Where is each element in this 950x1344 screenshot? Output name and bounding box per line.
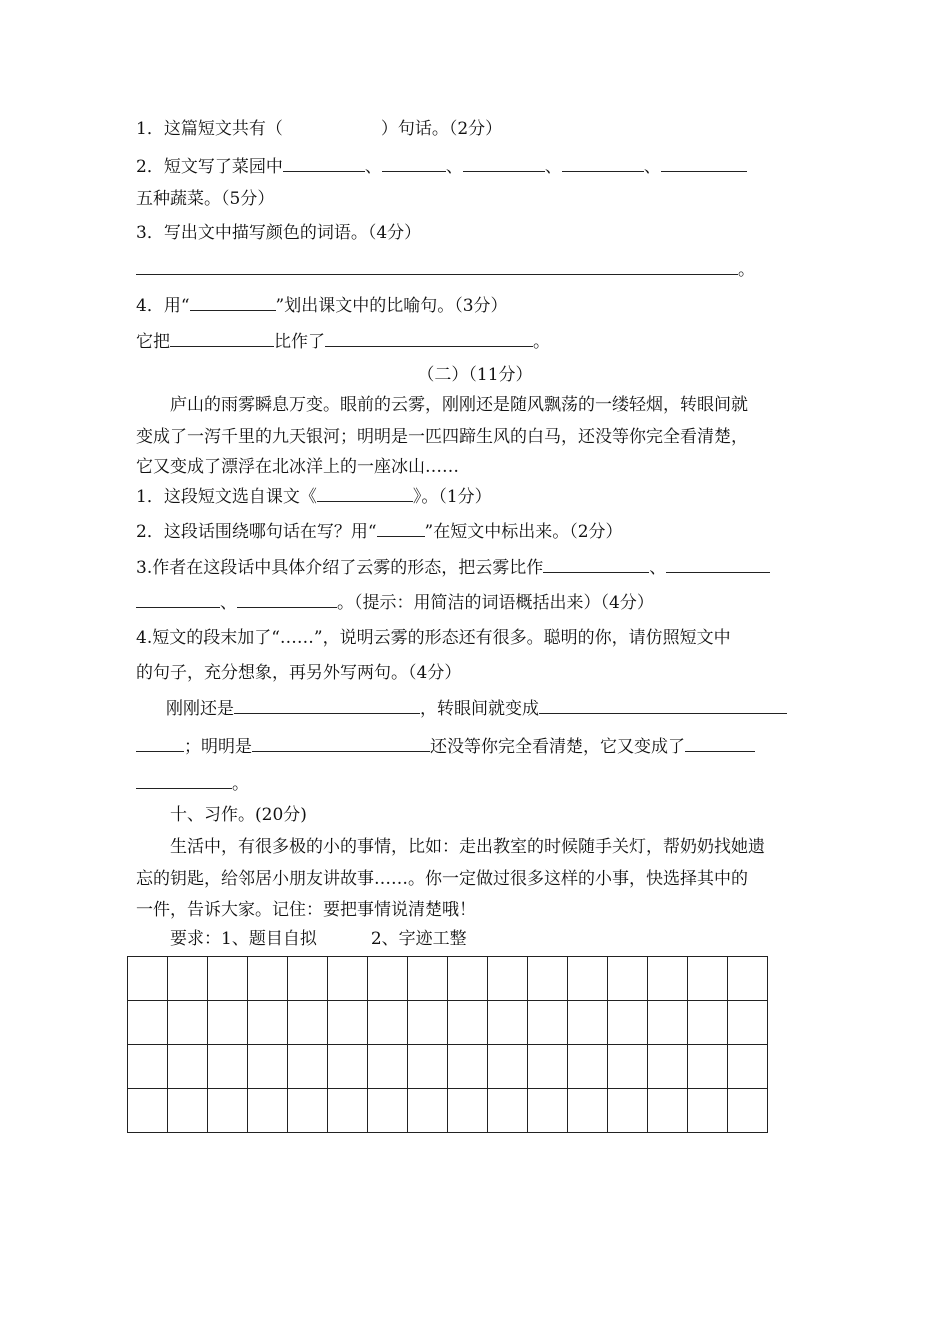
grid-cell[interactable] xyxy=(248,1001,288,1045)
grid-cell[interactable] xyxy=(688,1045,728,1089)
grid-cell[interactable] xyxy=(728,1089,768,1133)
period: 。 xyxy=(533,332,550,352)
grid-cell[interactable] xyxy=(368,1045,408,1089)
answer-blank[interactable] xyxy=(317,485,413,502)
grid-cell[interactable] xyxy=(568,1001,608,1045)
grid-cell[interactable] xyxy=(648,1001,688,1045)
section-2-heading: （二）（11分） xyxy=(417,365,533,385)
q1-4-text: 4．用“ xyxy=(136,296,190,316)
grid-cell[interactable] xyxy=(208,1089,248,1133)
grid-cell[interactable] xyxy=(488,1001,528,1045)
q1-2-line2: 五种蔬菜。（5分） xyxy=(136,189,275,209)
grid-cell[interactable] xyxy=(688,957,728,1001)
answer-blank[interactable] xyxy=(136,591,220,608)
answer-blank[interactable] xyxy=(325,330,533,347)
separator: 、 xyxy=(445,157,463,177)
answer-blank[interactable] xyxy=(685,735,755,752)
grid-cell[interactable] xyxy=(208,957,248,1001)
separator: 、 xyxy=(643,157,661,177)
answer-blank[interactable] xyxy=(136,772,232,789)
grid-cell[interactable] xyxy=(368,1089,408,1133)
grid-cell[interactable] xyxy=(168,1001,208,1045)
grid-cell[interactable] xyxy=(728,1001,768,1045)
grid-cell[interactable] xyxy=(408,957,448,1001)
answer-blank[interactable] xyxy=(237,591,337,608)
q1-4-l2a: 它把 xyxy=(136,332,170,352)
grid-cell[interactable] xyxy=(448,1001,488,1045)
grid-cell[interactable] xyxy=(528,1089,568,1133)
answer-blank[interactable] xyxy=(252,735,430,752)
grid-cell[interactable] xyxy=(608,1001,648,1045)
period: 。 xyxy=(232,774,249,794)
q2-4-fill-1 xyxy=(166,697,787,720)
grid-cell[interactable] xyxy=(608,1045,648,1089)
answer-blank[interactable] xyxy=(377,520,425,537)
grid-row xyxy=(128,1045,768,1089)
grid-cell[interactable] xyxy=(728,1045,768,1089)
question-2-2 xyxy=(136,520,623,543)
grid-cell[interactable] xyxy=(648,1089,688,1133)
grid-cell[interactable] xyxy=(448,957,488,1001)
grid-cell[interactable] xyxy=(568,1089,608,1133)
passage-line: 庐山的雨雾瞬息万变。眼前的云雾，刚刚还是随风飘荡的一缕轻烟，转眼间就 xyxy=(170,395,748,415)
grid-cell[interactable] xyxy=(328,957,368,1001)
grid-cell[interactable] xyxy=(528,1001,568,1045)
grid-cell[interactable] xyxy=(288,1045,328,1089)
grid-cell[interactable] xyxy=(168,1045,208,1089)
grid-cell[interactable] xyxy=(408,1089,448,1133)
grid-cell[interactable] xyxy=(528,1045,568,1089)
answer-blank[interactable] xyxy=(190,294,276,311)
grid-cell[interactable] xyxy=(128,957,168,1001)
prompt-line: 一件，告诉大家。记住：要把事情说清楚哦！ xyxy=(136,900,476,920)
answer-blank[interactable] xyxy=(283,155,365,172)
grid-cell[interactable] xyxy=(128,1045,168,1089)
q1-4-l2b: 比作了 xyxy=(274,332,325,352)
grid-cell[interactable] xyxy=(248,1045,288,1089)
q1-3-answer-line xyxy=(136,258,755,281)
grid-cell[interactable] xyxy=(328,1089,368,1133)
question-1-2 xyxy=(136,155,747,178)
grid-cell[interactable] xyxy=(128,1001,168,1045)
answer-blank[interactable] xyxy=(562,155,644,172)
grid-cell[interactable] xyxy=(128,1089,168,1133)
grid-row xyxy=(128,1001,768,1045)
q2-2-text-end: ”在短文中标出来。（2分） xyxy=(424,522,623,542)
separator: 、 xyxy=(364,157,382,177)
grid-cell[interactable] xyxy=(168,957,208,1001)
answer-blank[interactable] xyxy=(543,556,649,573)
requirement-2: 2、字迹工整 xyxy=(370,929,467,949)
grid-row xyxy=(128,1089,768,1133)
grid-cell[interactable] xyxy=(288,1089,328,1133)
q2-2-text: 2．这段话围绕哪句话在写？用“ xyxy=(136,522,377,542)
grid-cell[interactable] xyxy=(488,1089,528,1133)
prompt-line: 生活中，有很多极的小的事情，比如：走出教室的时候随手关灯，帮奶奶找她遗 xyxy=(170,837,765,857)
q1-2-text: 2．短文写了菜园中 xyxy=(136,157,283,177)
q2-4-line2: 的句子，充分想象，再另外写两句。（4分） xyxy=(136,663,462,683)
separator: 、 xyxy=(649,558,667,578)
grid-cell[interactable] xyxy=(688,1001,728,1045)
grid-cell[interactable] xyxy=(648,957,688,1001)
grid-cell[interactable] xyxy=(608,1089,648,1133)
q2-4-fill-2 xyxy=(136,735,755,758)
composition-grid[interactable] xyxy=(127,956,768,1133)
answer-blank[interactable] xyxy=(463,155,545,172)
answer-blank[interactable] xyxy=(539,697,787,714)
question-1-1 xyxy=(136,118,502,140)
fill-1b: ，转眼间就变成 xyxy=(420,699,539,719)
grid-cell[interactable] xyxy=(248,1089,288,1133)
fill-1a: 刚刚还是 xyxy=(166,699,234,719)
grid-cell[interactable] xyxy=(168,1089,208,1133)
passage-line: 它又变成了漂浮在北冰洋上的一座冰山…… xyxy=(136,457,459,477)
answer-blank[interactable] xyxy=(136,735,184,752)
q2-1-text-end: 》。（1分） xyxy=(412,487,492,507)
q1-1-text: 1．这篇短文共有（ xyxy=(136,119,283,139)
grid-cell[interactable] xyxy=(648,1045,688,1089)
grid-cell[interactable] xyxy=(368,957,408,1001)
separator: 、 xyxy=(544,157,562,177)
grid-cell[interactable] xyxy=(288,1001,328,1045)
q1-1-text-end: ）句话。（2分） xyxy=(380,119,503,139)
grid-cell[interactable] xyxy=(568,957,608,1001)
q2-3-text-end: 。（提示：用简洁的词语概括出来）（4分） xyxy=(337,593,654,613)
answer-blank[interactable] xyxy=(170,330,274,347)
q1-4-line2 xyxy=(136,330,550,353)
requirements xyxy=(170,928,467,950)
q2-3-line2 xyxy=(136,591,654,614)
grid-cell[interactable] xyxy=(208,1001,248,1045)
question-2-3 xyxy=(136,556,770,579)
requirement-1: 要求：1、题目自拟 xyxy=(170,929,317,949)
q2-4-fill-3 xyxy=(136,772,249,795)
grid-cell[interactable] xyxy=(208,1045,248,1089)
grid-cell[interactable] xyxy=(488,1045,528,1089)
answer-blank[interactable] xyxy=(234,697,420,714)
grid-cell[interactable] xyxy=(448,1045,488,1089)
separator: 、 xyxy=(220,593,237,613)
grid-cell[interactable] xyxy=(408,1045,448,1089)
question-1-3: 3．写出文中描写颜色的词语。（4分） xyxy=(136,223,422,243)
q1-4-text-end: ”划出课文中的比喻句。（3分） xyxy=(275,296,508,316)
grid-cell[interactable] xyxy=(728,957,768,1001)
prompt-line: 忘的钥匙，给邻居小朋友讲故事……。你一定做过很多这样的小事，快选择其中的 xyxy=(136,869,748,889)
fill-2b: 还没等你完全看清楚，它又变成了 xyxy=(430,737,685,757)
section-10-heading: 十、习作。(20分) xyxy=(170,805,307,825)
question-1-4 xyxy=(136,294,508,317)
q2-1-text: 1．这段短文选自课文《 xyxy=(136,487,317,507)
answer-blank[interactable] xyxy=(136,258,738,275)
grid-cell[interactable] xyxy=(488,957,528,1001)
period: 。 xyxy=(738,260,755,280)
grid-cell[interactable] xyxy=(328,1045,368,1089)
question-2-4: 4.短文的段末加了“……”，说明云雾的形态还有很多。聪明的你，请仿照短文中 xyxy=(136,628,731,648)
passage-line: 变成了一泻千里的九天银河；明明是一匹四蹄生风的白马，还没等你完全看清楚， xyxy=(136,427,748,447)
grid-cell[interactable] xyxy=(608,957,648,1001)
answer-blank[interactable] xyxy=(382,155,446,172)
q2-3-text: 3.作者在这段话中具体介绍了云雾的形态，把云雾比作 xyxy=(136,558,544,578)
grid-cell[interactable] xyxy=(408,1001,448,1045)
grid-cell[interactable] xyxy=(248,957,288,1001)
grid-cell[interactable] xyxy=(568,1045,608,1089)
grid-cell[interactable] xyxy=(368,1001,408,1045)
grid-cell[interactable] xyxy=(528,957,568,1001)
question-2-1 xyxy=(136,485,492,508)
grid-cell[interactable] xyxy=(328,1001,368,1045)
grid-cell[interactable] xyxy=(688,1089,728,1133)
answer-blank[interactable] xyxy=(666,556,770,573)
answer-blank[interactable] xyxy=(661,155,747,172)
grid-row xyxy=(128,957,768,1001)
fill-2a: ；明明是 xyxy=(184,737,252,757)
grid-cell[interactable] xyxy=(288,957,328,1001)
grid-cell[interactable] xyxy=(448,1089,488,1133)
